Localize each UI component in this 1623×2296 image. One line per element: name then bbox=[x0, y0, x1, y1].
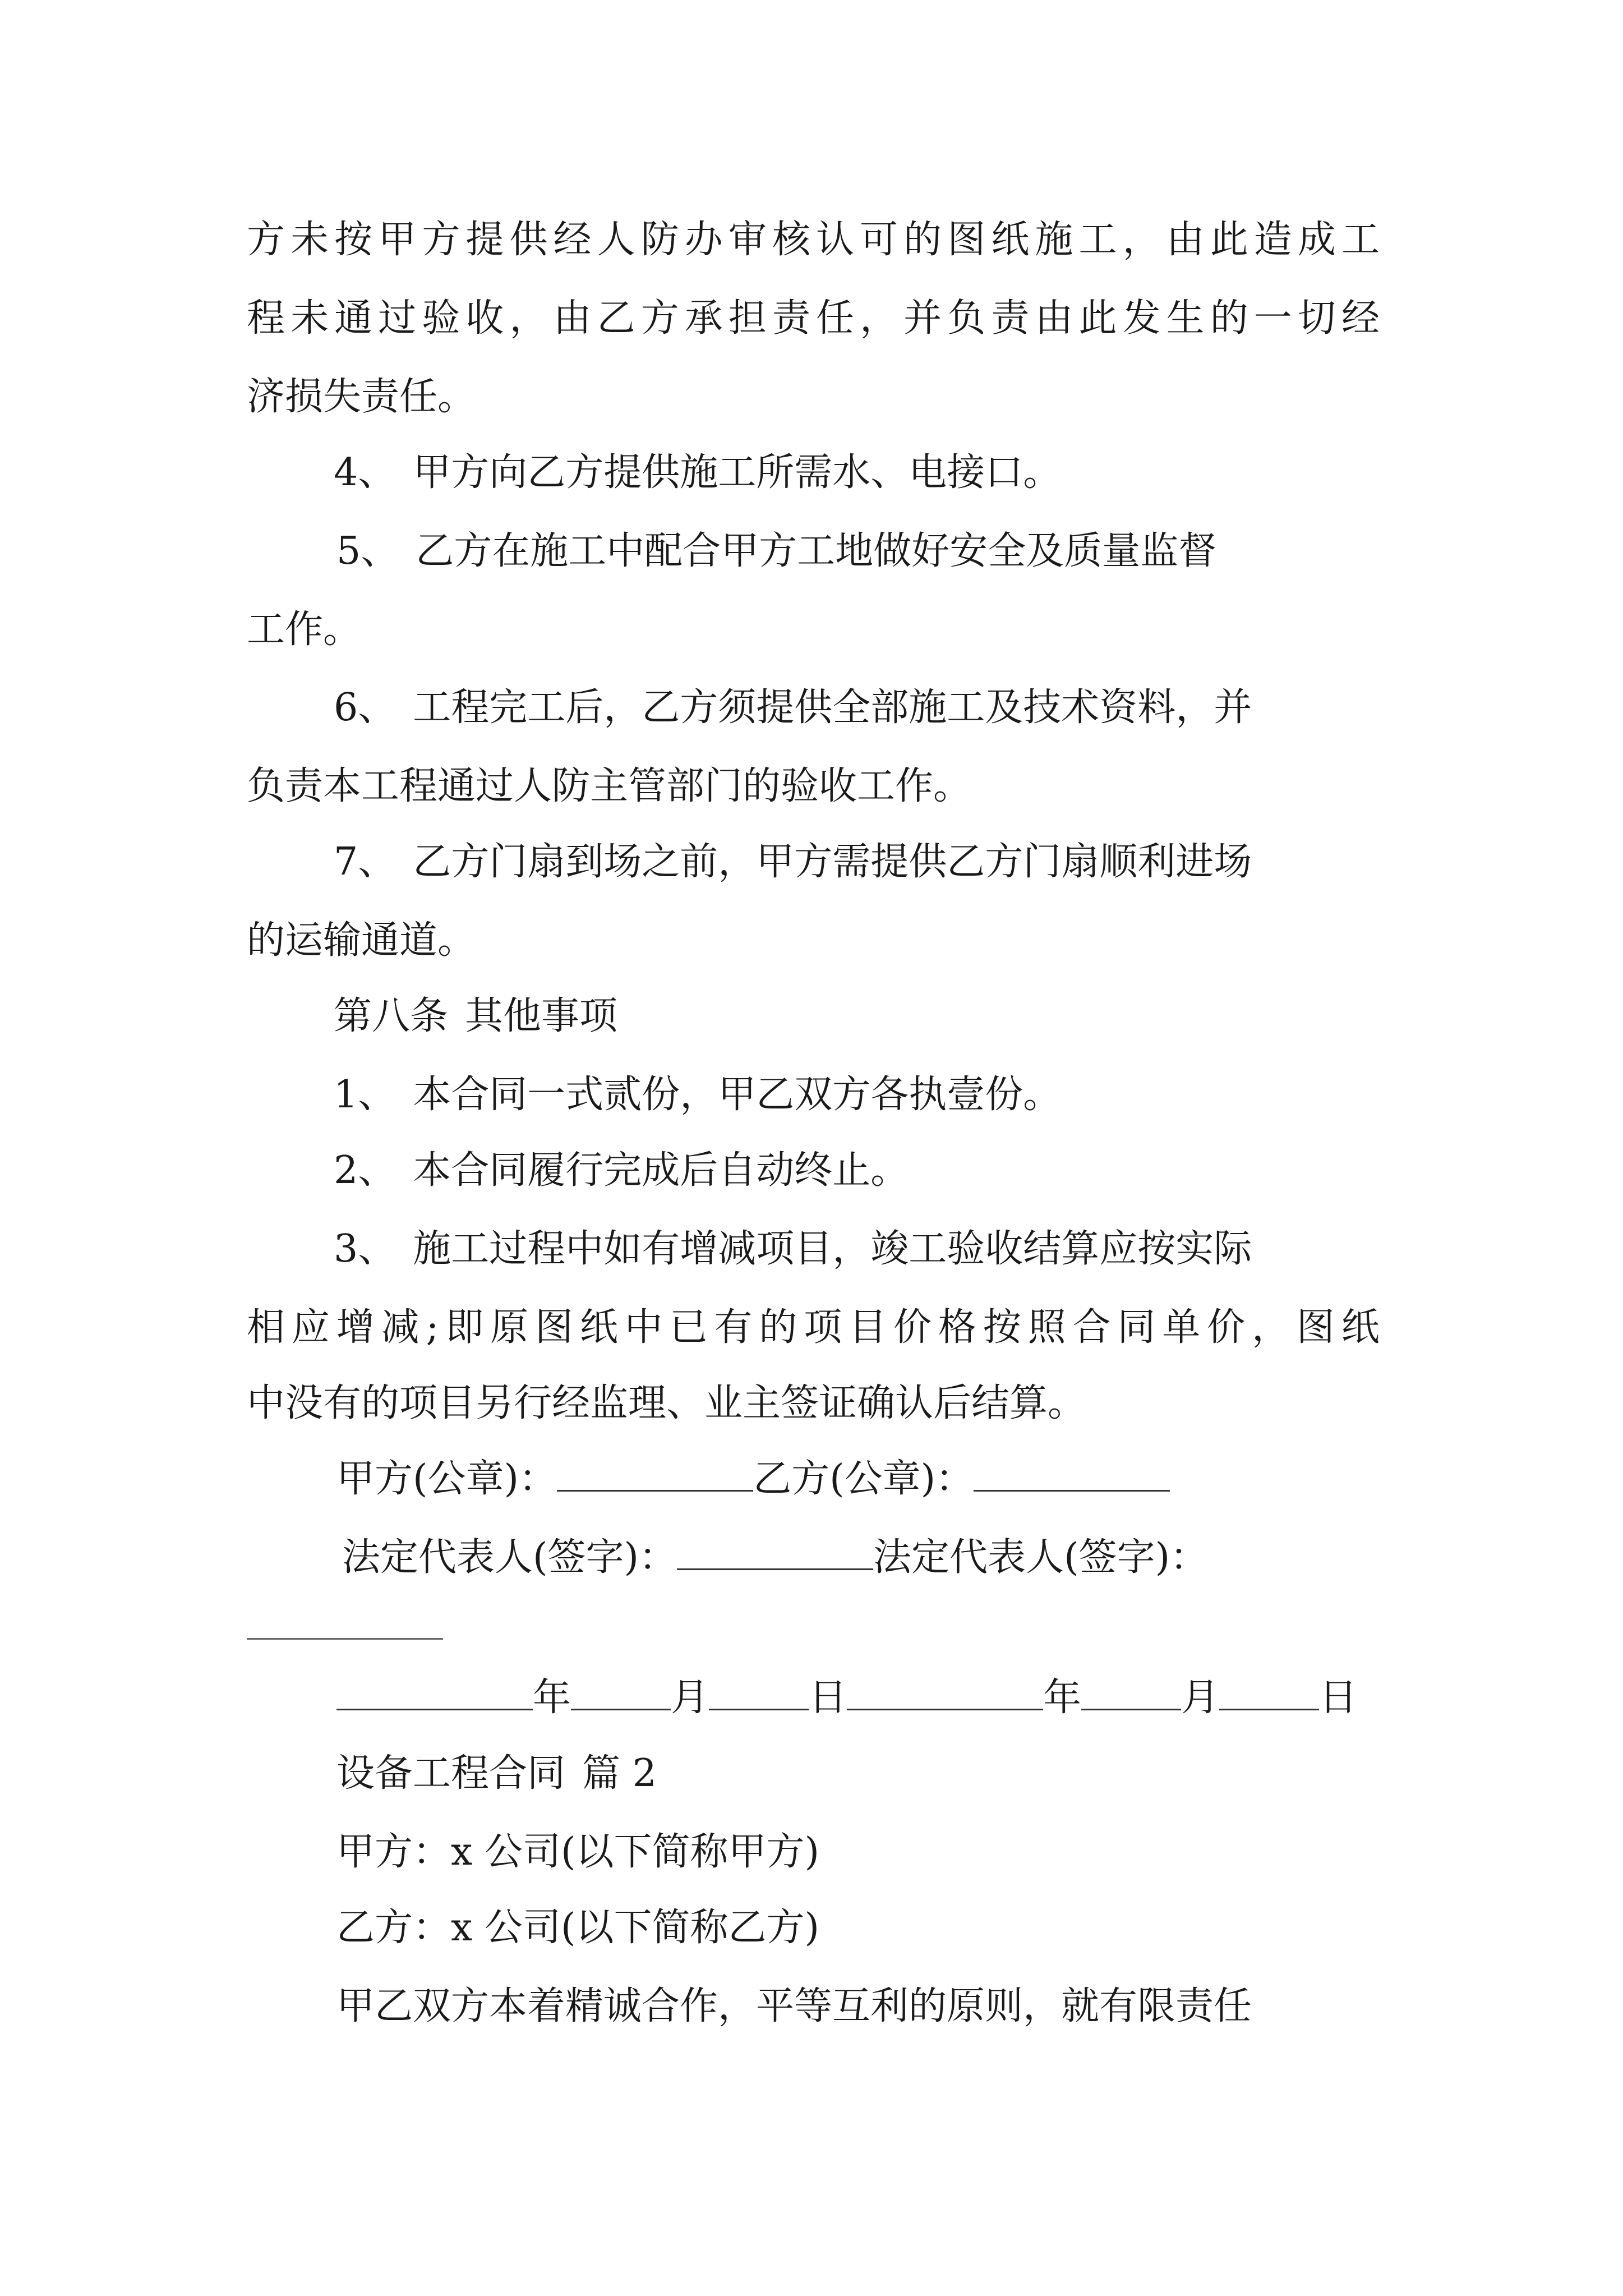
paragraph-line: 程 未 通 过 验 收 ， 由 乙 方 承 担 责 任 ， 并 负 责 由 此 发 生 的 一 切 经 bbox=[247, 296, 1380, 341]
party-b-seal-label: 乙方(公章)： bbox=[753, 1457, 974, 1501]
party-a-seal-label: 甲方(公章)： bbox=[336, 1457, 557, 1501]
text-line: 中没有的项目另行经监理、业主签证确认后结算。 bbox=[247, 1381, 1086, 1425]
date-row bbox=[336, 1676, 1357, 1720]
paragraph-line bbox=[247, 608, 361, 652]
list-text: 乙方门扇到场之前，甲方需提供乙方门扇顺利进场 bbox=[413, 840, 1252, 884]
list-number: 4、 bbox=[334, 450, 396, 495]
list-text: 乙方在施工中配合甲方工地做好安全及质量监督 bbox=[416, 529, 1217, 573]
party-b-text: 乙方：x 公司(以下简称乙方) bbox=[336, 1906, 820, 1950]
month-a-label: 月 bbox=[671, 1676, 709, 1720]
text-line: 济损失责任。 bbox=[247, 375, 476, 419]
day-b-label: 日 bbox=[1319, 1676, 1358, 1720]
list-item bbox=[334, 1073, 1061, 1117]
list-item bbox=[334, 450, 1061, 495]
text-line: 工作。 bbox=[247, 608, 362, 652]
list-text: 甲方向乙方提供施工所需水、电接口。 bbox=[413, 450, 1062, 495]
signature-seal-row bbox=[336, 1457, 1170, 1502]
paragraph-line bbox=[247, 918, 476, 963]
paragraph-line bbox=[336, 1984, 1252, 2029]
text-line: 负责本工程通过人防主管部门的验收工作。 bbox=[247, 764, 972, 808]
month-b-label: 月 bbox=[1181, 1676, 1220, 1720]
list-item bbox=[336, 529, 1216, 574]
paragraph-line: 相 应 增 减 ; 即 原 图 纸 中 已 有 的 项 目 价 格 按 照 合 同 单 价 ， 图 纸 bbox=[247, 1305, 1380, 1350]
year-b-blank bbox=[847, 1677, 1043, 1710]
list-number: 2、 bbox=[334, 1148, 396, 1193]
list-text: 施工过程中如有增减项目，竣工验收结算应按实际 bbox=[413, 1227, 1252, 1271]
year-a-blank bbox=[336, 1677, 533, 1710]
list-number: 6、 bbox=[334, 685, 396, 730]
party-b-seal-blank bbox=[974, 1458, 1170, 1492]
paragraph-line: 方 未 按 甲 方 提 供 经 人 防 办 审 核 认 可 的 图 纸 施 工 ， 由 此 造 成 工 bbox=[247, 218, 1380, 262]
party-a-text: 甲方：x 公司(以下简称甲方) bbox=[336, 1830, 820, 1874]
article-number: 第八条 bbox=[334, 994, 449, 1038]
section-title-text: 设备工程合同 bbox=[336, 1751, 566, 1796]
party-b-line bbox=[336, 1906, 819, 1950]
list-text: 本合同一式贰份，甲乙双方各执壹份。 bbox=[413, 1073, 1062, 1117]
party-a-seal-blank bbox=[557, 1458, 753, 1492]
list-text: 工程完工后，乙方须提供全部施工及技术资料，并 bbox=[413, 685, 1252, 730]
day-a-blank bbox=[709, 1677, 809, 1710]
section-part: 篇 2 bbox=[582, 1751, 657, 1796]
party-a-line bbox=[336, 1830, 819, 1875]
list-item bbox=[334, 1148, 909, 1193]
year-b-label: 年 bbox=[1043, 1676, 1082, 1720]
paragraph-line bbox=[247, 375, 476, 420]
rep-a-label: 法定代表人(签字)： bbox=[342, 1535, 677, 1580]
list-number: 3、 bbox=[334, 1227, 396, 1271]
text-line: 的运输通道。 bbox=[247, 918, 476, 963]
signature-rep-row bbox=[342, 1535, 1208, 1580]
month-b-blank bbox=[1081, 1677, 1181, 1710]
year-a-label: 年 bbox=[533, 1676, 571, 1720]
paragraph-line bbox=[247, 764, 971, 809]
rep-a-blank bbox=[677, 1537, 873, 1570]
list-number: 5、 bbox=[336, 529, 399, 573]
rep-b-blank bbox=[247, 1638, 443, 1640]
month-a-blank bbox=[571, 1677, 671, 1710]
paragraph-line bbox=[247, 1381, 1086, 1426]
intro-text: 甲乙双方本着精诚合作，平等互利的原则，就有限责任 bbox=[336, 1984, 1252, 2028]
list-text: 本合同履行完成后自动终止。 bbox=[413, 1148, 909, 1193]
list-item bbox=[334, 685, 1252, 730]
list-item bbox=[334, 1227, 1252, 1272]
day-a-label: 日 bbox=[809, 1676, 847, 1720]
rep-b-label: 法定代表人(签字)： bbox=[873, 1535, 1209, 1580]
article-subject: 其他事项 bbox=[465, 994, 618, 1038]
article-heading bbox=[334, 994, 617, 1039]
day-b-blank bbox=[1219, 1677, 1319, 1710]
list-number: 7、 bbox=[334, 840, 396, 884]
list-item bbox=[334, 840, 1252, 885]
list-number: 1、 bbox=[334, 1073, 396, 1117]
section-title bbox=[336, 1751, 657, 1796]
